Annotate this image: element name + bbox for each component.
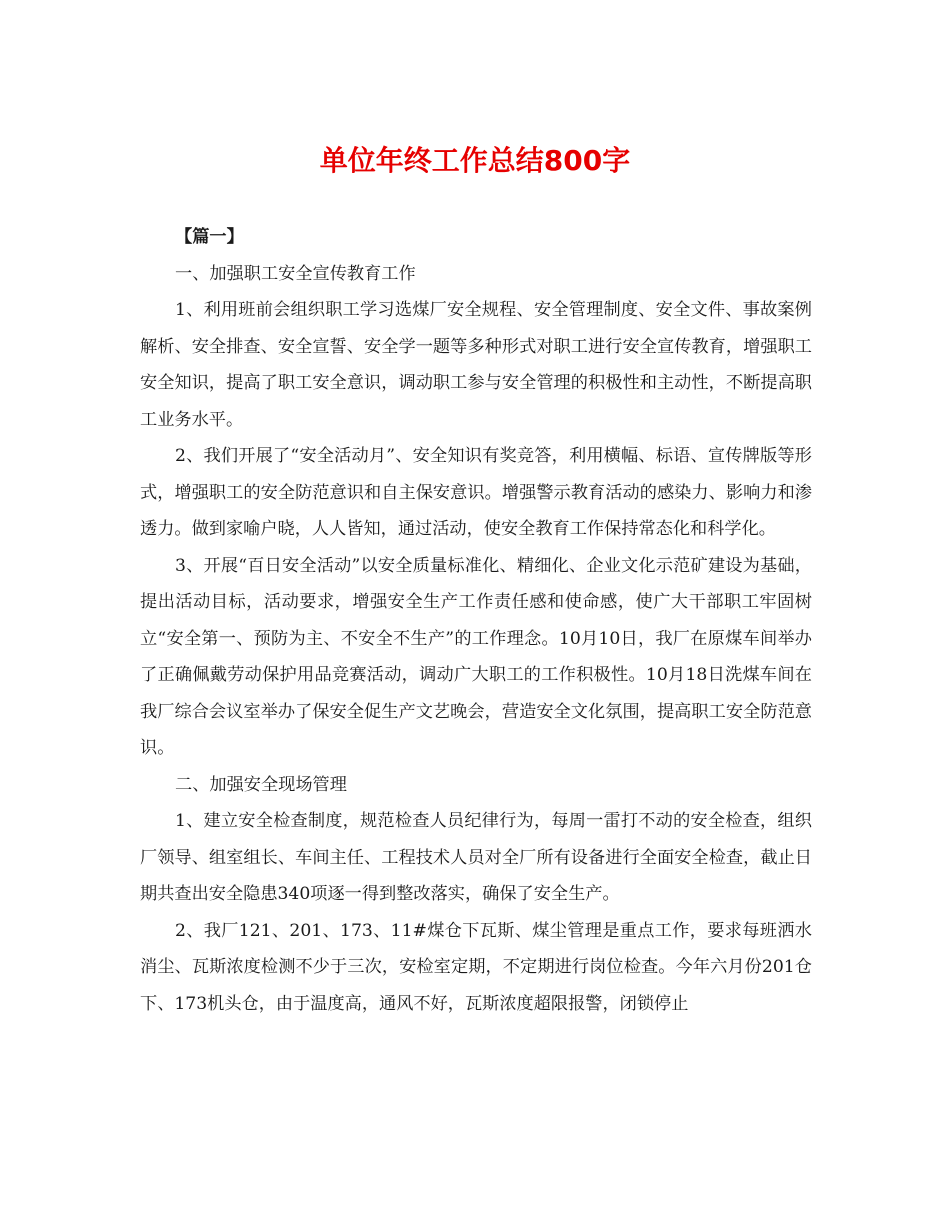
document-title: 单位年终工作总结800字 (319, 144, 631, 177)
paragraph: 1、利用班前会组织职工学习选煤厂安全规程、安全管理制度、安全文件、事故案例解析、安全排查、安全宣誓、安全学一题等多种形式对职工进行安全宣传教育，增强职工安全知识，提高了职工安全意识，调动职工参与安全管理的积极性和主动性，不断提高职工业务水平。 (140, 300, 812, 430)
subheading: 二、加强安全现场管理 (175, 774, 347, 795)
paragraph: 2、我们开展了“安全活动月”、安全知识有奖竞答，利用横幅、标语、宣传牌版等形式，增强职工的安全防范意识和自主保安意识。增强警示教育活动的感染力、影响力和渗透力。做到家喻户晓，人人皆知，通过活动，使安全教育工作保持常态化和科学化。 (140, 446, 812, 539)
paragraph: 1、建立安全检查制度，规范检查人员纪律行为，每周一雷打不动的安全检查，组织厂领导、组室组长、车间主任、工程技术人员对全厂所有设备进行全面安全检查，截止日期共查出安全隐患340项逐一得到整改落实，确保了安全生产。 (140, 811, 812, 904)
subheading: 一、加强职工安全宣传教育工作 (175, 263, 416, 284)
document-body (140, 219, 812, 1022)
paragraph: 2、我厂121、201、173、11#煤仓下瓦斯、煤尘管理是重点工作，要求每班洒水消尘、瓦斯浓度检测不少于三次，安检室定期，不定期进行岗位检查。今年六月份201仓下、173机头仓，由于温度高，通风不好，瓦斯浓度超限报警，闭锁停止 (140, 920, 812, 1014)
paragraph: 3、开展“百日安全活动”以安全质量标准化、精细化、企业文化示范矿建设为基础，提出活动目标，活动要求，增强安全生产工作责任感和使命感，使广大干部职工牢固树立“安全第一、预防为主、不安全不生产”的工作理念。10月10日，我厂在原煤车间举办了正确佩戴劳动保护用品竞赛活动，调动广大职工的工作积极性。10月18日洗煤车间在我厂综合会议室举办了保安全促生产文艺晚会，营造安全文化氛围，提高职工安全防范意识。 (140, 555, 812, 758)
section-heading: 【篇一】 (175, 227, 244, 247)
